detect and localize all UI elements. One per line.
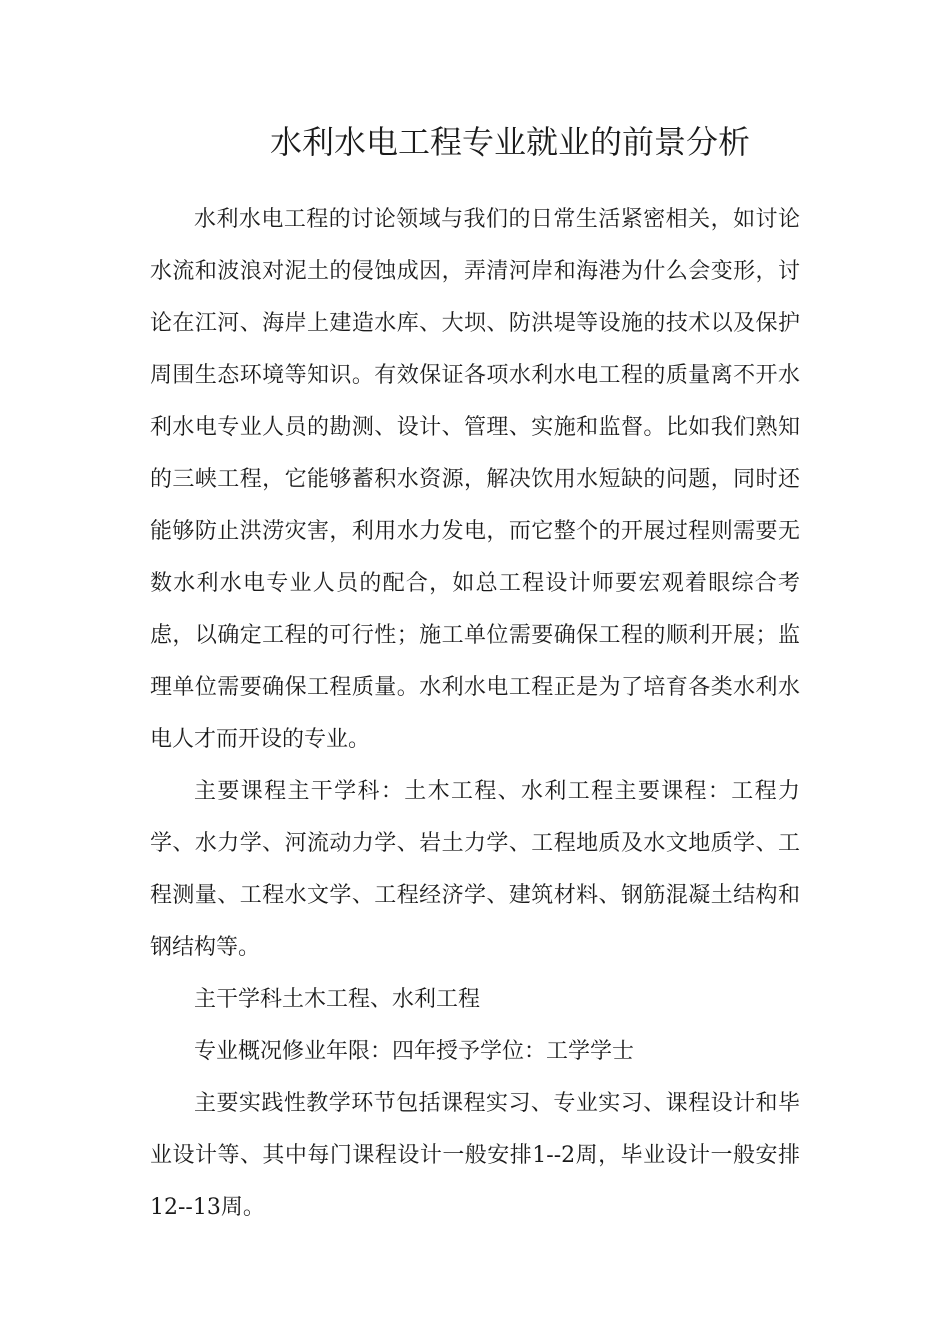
document-body	[150, 194, 800, 1234]
text-line: 利水电专业人员的勘测、设计、管理、实施和监督。比如我们熟知	[150, 415, 800, 440]
paragraph-main-disciplines	[150, 974, 800, 1026]
text-line: 钢结构等。	[150, 935, 261, 960]
text-line: 能够防止洪涝灾害，利用水力发电，而它整个的开展过程则需要无	[150, 519, 800, 544]
text-line: 论在江河、海岸上建造水库、大坝、防洪堤等设施的技术以及保护	[150, 311, 800, 336]
paragraph-overview	[150, 1026, 800, 1078]
paragraph-courses	[150, 766, 800, 974]
text-line: 理单位需要确保工程质量。水利水电工程正是为了培育各类水利水	[150, 675, 800, 700]
document-title: 水利水电工程专业就业的前景分析	[269, 123, 750, 161]
text-line: 虑，以确定工程的可行性；施工单位需要确保工程的顺利开展；监	[150, 623, 800, 648]
paragraph-practice	[150, 1078, 800, 1234]
text-line: 周围生态环境等知识。有效保证各项水利水电工程的质量离不开水	[150, 363, 800, 388]
text-line: 学、水力学、河流动力学、岩土力学、工程地质及水文地质学、工	[150, 831, 800, 856]
text-line: 主要课程主干学科：土木工程、水利工程主要课程：工程力	[194, 779, 800, 804]
paragraph-intro	[150, 194, 800, 766]
text-line: 数水利水电专业人员的配合，如总工程设计师要宏观着眼综合考	[150, 571, 800, 596]
text-line: 主干学科土木工程、水利工程	[194, 987, 481, 1012]
text-line: 程测量、工程水文学、工程经济学、建筑材料、钢筋混凝土结构和	[150, 883, 800, 908]
text-line: 的三峡工程，它能够蓄积水资源，解决饮用水短缺的问题，同时还	[150, 467, 800, 492]
text-line: 水利水电工程的讨论领域与我们的日常生活紧密相关，如讨论	[194, 207, 800, 232]
text-line: 专业概况修业年限：四年授予学位：工学学士	[194, 1039, 635, 1064]
text-line: 业设计等、其中每门课程设计一般安排1--2周，毕业设计一般安排	[150, 1143, 800, 1168]
text-line: 电人才而开设的专业。	[150, 727, 371, 752]
text-line: 12--13周。	[150, 1195, 265, 1220]
text-line: 水流和波浪对泥土的侵蚀成因，弄清河岸和海港为什么会变形，讨	[150, 259, 800, 284]
text-line: 主要实践性教学环节包括课程实习、专业实习、课程设计和毕	[194, 1091, 800, 1116]
